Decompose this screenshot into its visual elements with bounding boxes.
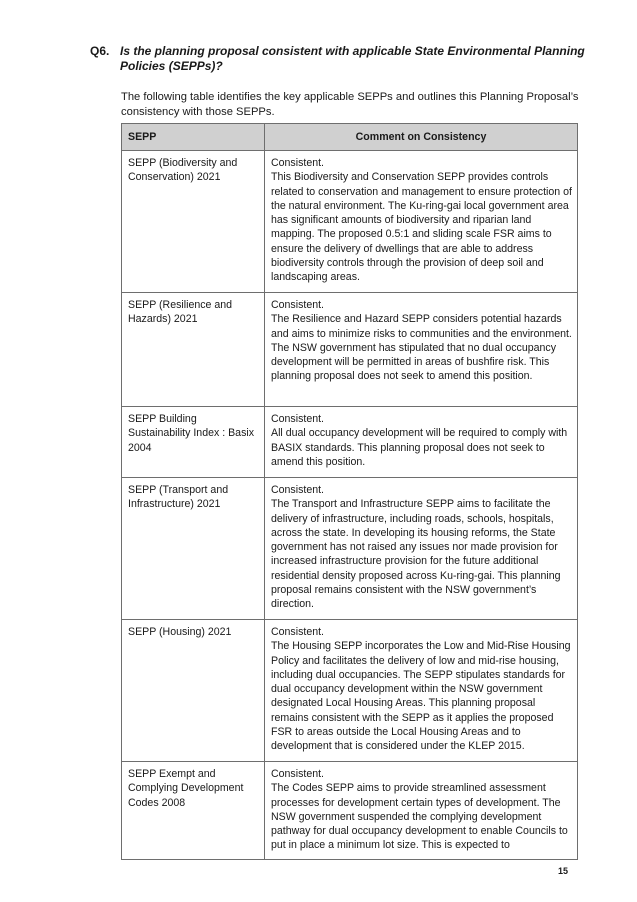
consistency-comment [265, 151, 578, 293]
consistency-comment [265, 620, 578, 762]
sepp-name: SEPP Building Sustainability Index : Basix 2004 [122, 407, 265, 478]
consistency-status: Consistent. [271, 626, 324, 638]
comment-text: This Biodiversity and Conservation SEPP provides controls related to conservation and management to ensure protection of the natural environment. The Ku-ring-gai local government area has significant amounts of biodiversity and riparian land mapping. The proposed 0.5:1 and sliding scale FSR aims to ensure the delivery of dwellings that are able to address biodiversity controls through the provision of deep soil and landscaping areas. [271, 171, 572, 284]
header-comment: Comment on Consistency [265, 124, 578, 151]
consistency-status: Consistent. [271, 299, 324, 311]
sepp-name: SEPP (Resilience and Hazards) 2021 [122, 293, 265, 407]
sepp-name: SEPP (Transport and Infrastructure) 2021 [122, 478, 265, 620]
sepp-name: SEPP (Biodiversity and Conservation) 2021 [122, 151, 265, 293]
comment-text: The Housing SEPP incorporates the Low and Mid-Rise Housing Policy and facilitates the delivery of low and mid-rise housing, including dual occupancies. The SEPP stipulates standards for dual occupancy development within the NSW government designated Local Housing Areas. This planning proposal remains consistent with the SEPP as it applies the proposed FSR to areas outside the Local Housing Areas and to development that is considered under the KLEP 2015. [271, 640, 571, 753]
sepp-consistency-table [121, 123, 578, 860]
comment-text: All dual occupancy development will be required to comply with BASIX standards. This planning proposal does not seek to amend this position. [271, 427, 568, 468]
table-row [122, 762, 578, 860]
table-row [122, 151, 578, 293]
question-number: Q6. [90, 44, 110, 58]
table-row [122, 478, 578, 620]
consistency-status: Consistent. [271, 157, 324, 169]
intro-paragraph: The following table identifies the key applicable SEPPs and outlines this Planning Proposal’s consistency with those SEPPs. [121, 91, 579, 118]
table-row [122, 293, 578, 407]
comment-text: The Codes SEPP aims to provide streamlined assessment processes for development certain types of development. The NSW government suspended the complying development pathway for dual occupancy development to enable Councils to put in place a minimum lot size. This is expected to [271, 782, 568, 852]
header-sepp: SEPP [122, 124, 265, 151]
consistency-comment [265, 478, 578, 620]
consistency-comment [265, 407, 578, 478]
sepp-name: SEPP Exempt and Complying Development Codes 2008 [122, 762, 265, 860]
consistency-status: Consistent. [271, 413, 324, 425]
comment-text: The Transport and Infrastructure SEPP aims to facilitate the delivery of infrastructure, including roads, schools, hospitals, across the state. In developing its housing reforms, the State government has not raised any issues nor made provision for increased infrastructure provision for the future additional residential density proposed across Ku-ring-gai. This planning proposal remains consistent with the NSW government’s direction. [271, 498, 561, 611]
comment-text: The Resilience and Hazard SEPP considers potential hazards and aims to minimize risks to communities and the environment. The NSW government has stipulated that no dual occupancy development will be permitted in areas of bushfire risk. This planning proposal does not seek to amend this position. [271, 313, 572, 383]
question-text: Is the planning proposal consistent with applicable State Environmental Planning Policies (SEPPs)? [120, 44, 585, 73]
consistency-comment [265, 293, 578, 407]
table-row [122, 407, 578, 478]
table-header-row [122, 124, 578, 151]
consistency-comment [265, 762, 578, 860]
consistency-status: Consistent. [271, 768, 324, 780]
question-heading [90, 44, 590, 74]
table-row [122, 620, 578, 762]
sepp-name: SEPP (Housing) 2021 [122, 620, 265, 762]
consistency-status: Consistent. [271, 484, 324, 496]
page-number: 15 [558, 866, 569, 876]
